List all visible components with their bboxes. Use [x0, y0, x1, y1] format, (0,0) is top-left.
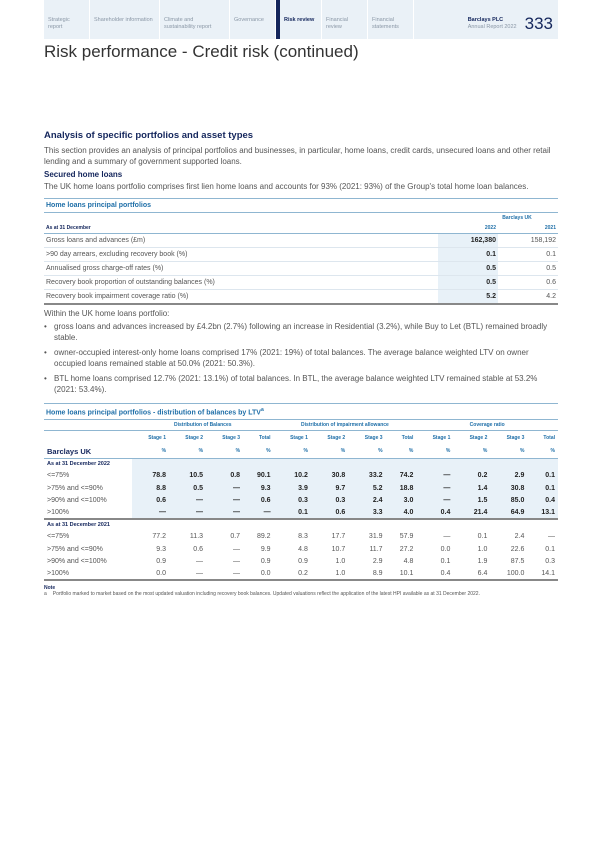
cell-value: 0.5	[169, 482, 206, 495]
blank	[386, 458, 417, 469]
cell-value: —	[169, 568, 206, 581]
table-row	[44, 507, 558, 520]
cell-value: 100.0	[490, 568, 527, 581]
blank	[348, 519, 385, 530]
cell-value: 0.3	[311, 494, 348, 507]
cell-value: 4.8	[298, 545, 308, 553]
cell-value: 0.6	[311, 507, 348, 520]
cell-value: 8.9	[348, 568, 385, 581]
nav-item[interactable]: Climate and sustainability report	[160, 0, 230, 39]
cell-value: —	[169, 494, 206, 507]
row-label: Annualised gross charge-off rates (%)	[44, 262, 438, 276]
nav-item[interactable]: Governance	[230, 0, 276, 39]
table-row	[44, 568, 558, 581]
cell-value: 8.8	[132, 482, 169, 495]
cell-value: 0.1	[274, 507, 311, 520]
blank	[243, 458, 274, 469]
unit-header: %	[161, 448, 167, 455]
cell-value: —	[416, 494, 453, 507]
cell-value: 0.7	[230, 533, 241, 541]
section-row	[44, 519, 558, 530]
section-intro: This section provides an analysis of principal portfolios and businesses, in particular, home loans, credit cards, unsecured loans and other retail lending and a summary of government supported loans.	[44, 146, 551, 166]
cell-value: 10.1	[386, 568, 417, 581]
row-label: >90 day arrears, excluding recovery book (%)	[44, 248, 438, 262]
brand-name: Barclays PLC	[467, 17, 504, 23]
stage-header: Stage 2	[185, 434, 204, 441]
cell-value: 22.6	[510, 545, 525, 553]
cell-value: 10.7	[331, 545, 346, 553]
cell-value: 17.7	[331, 533, 346, 541]
row-label: >90% and <=100%	[47, 558, 107, 566]
stage-header: Stage 3	[506, 434, 525, 441]
cell-value: 4.0	[386, 507, 417, 520]
cell-value: —	[233, 545, 241, 553]
year-header: 2022	[484, 225, 496, 231]
within-text: Within the UK home loans portfolio:	[44, 308, 170, 318]
cell-value: —	[416, 482, 453, 495]
stage-header: Stage 1	[290, 434, 308, 441]
blank	[274, 458, 311, 469]
page-title: Risk performance - Credit risk (continued)	[44, 42, 359, 61]
cell-value: 8.3	[298, 533, 308, 541]
value-2021: 0.1	[498, 248, 558, 262]
value-2022: 162,380	[438, 234, 498, 248]
cell-value: 0.9	[156, 558, 167, 566]
cell-value: 2.9	[372, 558, 383, 566]
blank	[311, 458, 348, 469]
row-label: >90% and <=100%	[47, 497, 107, 505]
value-2021: 158,192	[498, 234, 558, 248]
cell-value: 2.9	[490, 469, 527, 482]
table2-title: Home loans principal portfolios - distribution of balances by LTV$^a$	[44, 403, 558, 420]
group-header-row	[44, 420, 558, 431]
nav-item[interactable]: Strategic report	[44, 0, 90, 39]
stage-header: Stage 3	[364, 434, 383, 441]
stage-header: Total	[543, 434, 555, 441]
unit-header: %	[235, 448, 241, 455]
cell-value: 0.9	[298, 558, 308, 566]
cell-value: 1.0	[311, 568, 348, 581]
value-2022: 5.2	[438, 290, 498, 304]
blank	[386, 519, 417, 530]
group-header: Coverage ratio	[416, 420, 558, 431]
cell-value: 89.2	[256, 533, 271, 541]
blank	[416, 458, 453, 469]
blank	[348, 458, 385, 469]
value-2022: 0.5	[438, 276, 498, 290]
blank	[453, 519, 490, 530]
unit-header: %	[378, 448, 383, 455]
cell-value: 2.4	[514, 533, 525, 541]
table1-title: Home loans principal portfolios	[44, 198, 558, 213]
section-row	[44, 458, 558, 469]
cell-value: 0.0	[440, 545, 451, 553]
cell-value: 0.3	[274, 494, 311, 507]
cell-value: —	[206, 494, 243, 507]
home-loans-table	[44, 213, 558, 305]
cell-value: 74.2	[386, 469, 417, 482]
cell-value: 18.8	[386, 482, 417, 495]
cell-value: —	[416, 469, 453, 482]
table-row	[44, 290, 558, 304]
stage-header: Total	[258, 434, 271, 441]
value-2022: 0.1	[438, 248, 498, 262]
row-label: >100%	[44, 568, 132, 581]
cell-value: 0.6	[132, 494, 169, 507]
row-label: <=75%	[47, 533, 70, 541]
value-2021: 0.5	[498, 262, 558, 276]
table-row	[44, 248, 558, 262]
bullet-list	[44, 321, 558, 395]
stage-header: Stage 3	[222, 434, 241, 441]
table-row	[44, 555, 558, 568]
cell-value: 0.3	[545, 558, 555, 566]
section-label: As at 31 December 2022	[47, 461, 110, 468]
cell-value: 30.8	[311, 469, 348, 482]
section-heading: Analysis of specific portfolios and asset types	[44, 130, 254, 141]
cell-value: 2.4	[348, 494, 385, 507]
blank	[169, 458, 206, 469]
cell-value: —	[243, 507, 274, 520]
top-nav	[44, 0, 558, 39]
table-row	[44, 262, 558, 276]
unit-header: %	[482, 448, 488, 455]
unit-header: %	[519, 448, 525, 455]
cell-value: 10.2	[274, 469, 311, 482]
cell-value: 6.4	[453, 568, 490, 581]
cell-value: 0.8	[206, 469, 243, 482]
stage-header: Stage 2	[327, 434, 346, 441]
cell-value: 0.4	[416, 507, 453, 520]
cell-value: 30.8	[490, 482, 527, 495]
cell-value: 33.2	[348, 469, 385, 482]
cell-value: —	[132, 507, 169, 520]
cell-value: 3.9	[274, 482, 311, 495]
row-label: >75% and <=90%	[47, 484, 103, 492]
table-row	[44, 530, 558, 543]
cell-value: 11.7	[369, 545, 383, 553]
cell-value: 64.9	[490, 507, 527, 520]
blank	[132, 458, 169, 469]
cell-value: 3.0	[386, 494, 417, 507]
subheading: Secured home loans	[44, 170, 123, 179]
nav-item[interactable]: Financial review	[322, 0, 368, 39]
cell-value: 1.9	[477, 558, 488, 566]
cell-value: —	[169, 507, 206, 520]
cell-value: 78.8	[132, 469, 169, 482]
cell-value: 0.9	[260, 558, 271, 566]
cell-value: 3.3	[348, 507, 385, 520]
cell-value: 1.0	[335, 558, 346, 566]
cell-value: 0.1	[527, 482, 558, 495]
nav-item[interactable]: Risk review	[276, 0, 322, 39]
unit-header: %	[198, 448, 204, 455]
cell-value: 1.0	[477, 545, 488, 553]
page-number: 333	[524, 14, 553, 33]
cell-value: 13.1	[527, 507, 558, 520]
blank	[169, 519, 206, 530]
stage-header: Total	[401, 434, 414, 441]
unit-header: %	[303, 448, 308, 455]
main-content	[44, 130, 558, 597]
blank	[44, 420, 132, 431]
unit-header: %	[266, 448, 271, 455]
cell-value: 31.9	[368, 533, 383, 541]
ltv-distribution-table	[44, 420, 558, 582]
table-row	[44, 469, 558, 482]
value-2021: 4.2	[498, 290, 558, 304]
unit-row	[44, 444, 558, 458]
blank	[453, 458, 490, 469]
cell-value: 14.1	[527, 568, 558, 581]
group-header: Barclays UK	[502, 215, 532, 221]
unit-header: %	[408, 448, 414, 455]
cell-value: —	[548, 533, 555, 541]
row-label: >75% and <=90%	[47, 545, 103, 553]
cell-value: 0.1	[527, 469, 558, 482]
cell-value: 21.4	[453, 507, 490, 520]
table-row	[44, 494, 558, 507]
cell-value: 0.0	[132, 568, 169, 581]
cell-value: 0.1	[545, 545, 555, 553]
cell-value: 27.2	[399, 545, 414, 553]
value-2022: 0.5	[438, 262, 498, 276]
brand-block	[468, 0, 517, 39]
stage-header: Stage 1	[432, 434, 451, 441]
blank	[311, 519, 348, 530]
cell-value: —	[206, 507, 243, 520]
unit-header: %	[340, 448, 346, 455]
row-label: Gross loans and advances (£m)	[44, 234, 438, 248]
cell-value: 10.5	[169, 469, 206, 482]
cell-value: 9.9	[260, 545, 271, 553]
stage-header: Stage 2	[469, 434, 488, 441]
note: Note a Portfolio marked to market based on the most updated valuation including recovery book balances. Updated valuations reflect the application of the latest HPI available as at 31 December 2022.	[44, 585, 480, 598]
stage-header: Stage 1	[148, 434, 167, 441]
cell-value: 0.6	[193, 545, 204, 553]
cell-value: 0.2	[274, 568, 311, 581]
cell-value: —	[206, 482, 243, 495]
section-label: As at 31 December 2021	[47, 522, 110, 529]
table-row	[44, 543, 558, 556]
cell-value: —	[206, 568, 243, 581]
as-at-label: As at 31 December	[46, 225, 91, 231]
bullet-item: • owner-occupied interest-only home loans comprised 17% (2021: 19%) of total balances. The average balance weighted LTV on owner occupied loans remained stable at 50.0% (2021: 50.3%).	[44, 347, 558, 369]
cell-value: 90.1	[243, 469, 274, 482]
cell-value: 0.1	[440, 558, 451, 566]
sub-text: The UK home loans portfolio comprises first lien home loans and accounts for 93% (2021: 93%) of the Group's total home loan balances.	[44, 182, 529, 191]
blank	[132, 519, 169, 530]
cell-value: 9.3	[243, 482, 274, 495]
blank	[527, 519, 558, 530]
blank	[490, 519, 527, 530]
cell-value: 0.1	[477, 533, 488, 541]
report-name: Annual Report 2022	[467, 24, 517, 30]
cell-value: 0.4	[527, 494, 558, 507]
nav-item[interactable]: Financial statements	[368, 0, 414, 39]
cell-value: 11.3	[189, 533, 204, 541]
table-row	[44, 276, 558, 290]
cell-value: 57.9	[399, 533, 414, 541]
blank	[490, 458, 527, 469]
cell-value: —	[233, 558, 241, 566]
cell-value: 0.4	[416, 568, 453, 581]
cell-value: 9.7	[311, 482, 348, 495]
blank	[243, 519, 274, 530]
year-header: 2021	[544, 225, 556, 231]
blank	[206, 458, 243, 469]
cell-value: —	[443, 533, 451, 541]
blank	[206, 519, 243, 530]
row-label: <=75%	[47, 472, 70, 480]
group-header: Distribution of impairment allowance	[274, 420, 417, 431]
cell-value: 9.3	[156, 545, 167, 553]
cell-value: 0.2	[453, 469, 490, 482]
cell-value: 0.6	[243, 494, 274, 507]
cell-value: 0.0	[243, 568, 274, 581]
blank	[44, 430, 132, 444]
blank	[416, 519, 453, 530]
group-header: Distribution of Balances	[132, 420, 274, 431]
row-label: Recovery book proportion of outstanding balances (%)	[44, 276, 438, 290]
table-row	[44, 482, 558, 495]
cell-value: 1.4	[453, 482, 490, 495]
row-label: Recovery book impairment coverage ratio (%)	[44, 290, 438, 304]
cell-value: 85.0	[490, 494, 527, 507]
unit-header: %	[445, 448, 451, 455]
cell-value: —	[196, 558, 204, 566]
blank	[274, 519, 311, 530]
bullet-item: • BTL home loans comprised 12.7% (2021: 13.1%) of total balances. In BTL, the average balance weighted LTV remained stable at 53.2% (2021: 53.4%).	[44, 373, 558, 395]
value-2021: 0.6	[498, 276, 558, 290]
entity-label: Barclays UK	[47, 446, 92, 456]
blank	[527, 458, 558, 469]
cell-value: 4.8	[403, 558, 414, 566]
table-row	[44, 234, 558, 248]
nav-item[interactable]: Shareholder information	[90, 0, 160, 39]
stage-header-row	[44, 430, 558, 444]
cell-value: 87.5	[510, 558, 525, 566]
bullet-item: • gross loans and advances increased by £4.2bn (2.7%) following an increase in Residential (3.2%), while Buy to Let (BTL) remained broadly stable.	[44, 321, 558, 343]
unit-header: %	[550, 448, 555, 455]
cell-value: 77.2	[152, 533, 167, 541]
cell-value: 1.5	[453, 494, 490, 507]
cell-value: 5.2	[348, 482, 385, 495]
row-label: >100%	[44, 507, 132, 520]
